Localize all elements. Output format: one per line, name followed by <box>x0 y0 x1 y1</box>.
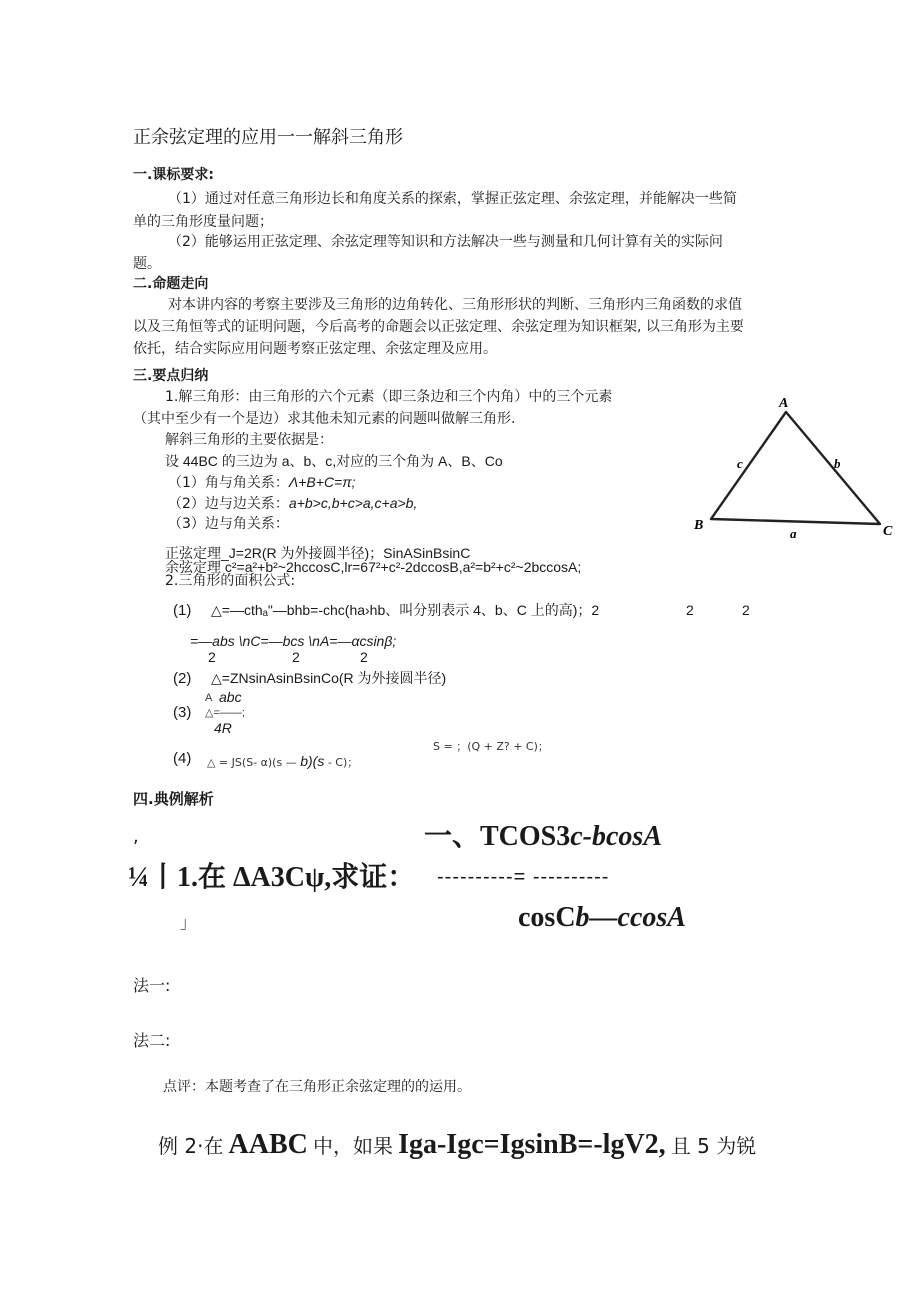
method-2: 法二: <box>133 1031 171 1050</box>
area-formula-4-end: - C)； <box>327 756 359 769</box>
area-formula-4 <box>207 753 358 771</box>
comment: 点评：本题考查了在三角形正余弦定理的的运用。 <box>163 1079 471 1095</box>
requirement-2-line2: 题。 <box>133 256 161 272</box>
vertex-label-a: A <box>779 396 789 411</box>
side-relation-label: （2）边与边关系： <box>168 496 289 512</box>
area-formula-4-number: (4) <box>173 750 192 767</box>
example1-numerator-left: 一、TCOS3 <box>424 821 571 852</box>
side-label-a: a <box>790 526 797 541</box>
example1-statement: ¼丨1.在 ΔA3Cψ,求证： <box>128 862 416 893</box>
section1-heading: 一.课标要求: <box>133 167 214 183</box>
side-relation <box>168 495 417 514</box>
main-basis: 解斜三角形的主要依据是： <box>165 432 333 448</box>
section4-heading: 四.典例解析 <box>133 790 214 808</box>
side-angle-relation: （3）边与角关系： <box>168 516 289 532</box>
example1-numerator-right: c-bcosA <box>570 821 663 852</box>
semi-perimeter: S = ；(Q + Z? + C)； <box>433 740 549 753</box>
solve-triangle-def-line1: 1.解三角形：由三角形的六个元素（即三条边和三个内角）中的三个元素 <box>165 389 613 405</box>
side-label-c: c <box>737 456 743 471</box>
side-label-b: b <box>834 456 841 471</box>
proposition-line1: 对本讲内容的考察主要涉及三角形的边角转化、三角形形状的判断、三角形内三角函数的求值 <box>168 297 742 313</box>
page-title: 正余弦定理的应用一一解斜三角形 <box>133 127 403 148</box>
vertex-label-c: C <box>883 524 893 539</box>
triangle-figure <box>690 392 900 542</box>
area-formula-4-start: △ = JS(S- α)(s — <box>207 756 297 769</box>
requirement-1-line1: （1）通过对任意三角形边长和角度关系的探索，掌握正弦定理、余弦定理，并能解决一些简 <box>168 191 737 207</box>
example-2-mid: 中，如果 <box>312 1134 393 1158</box>
section2-heading: 二.命题走向 <box>133 276 209 292</box>
area-formula-1: △=—cthₐ"—bhb=-chc(ha›hb、叫分别表示 4、b、C 上的高)；2 <box>211 602 600 618</box>
area-formula-1-denominator: 2 <box>292 649 300 665</box>
area-formula-1-denominator: 2 <box>686 602 694 618</box>
area-formula-1-denominator: 2 <box>208 649 216 665</box>
example-2-equation: Iga-Igc=IgsinB=-lgV2, <box>398 1129 666 1160</box>
requirement-1-line2: 单的三角形度量问题； <box>133 214 273 230</box>
area-formula-2-number: (2) <box>173 670 192 687</box>
area-formula-3: △=——; <box>205 707 245 719</box>
section3-heading: 三.要点归纳 <box>133 368 209 384</box>
sine-law: 正弦定理_J=2R(R 为外接圆半径)；SinASinBsinC <box>165 545 471 561</box>
area-formula-2: △=ZNsinAsinBsinCo(R 为外接圆半径) <box>211 670 447 686</box>
stray-bracket: 」 <box>180 913 197 932</box>
angle-relation-label: （1）角与角关系： <box>168 475 289 491</box>
example1-numerator <box>424 819 662 854</box>
example-2-suffix: 且 5 为锐 <box>670 1134 757 1158</box>
area-formula-1-number: (1) <box>173 602 192 619</box>
example1-denominator <box>518 900 686 935</box>
example1-denominator-right: b—ccosA <box>575 902 686 933</box>
triangle-setup: 设 44BC 的三边为 a、b、c,对应的三个角为 A、B、Co <box>165 453 503 469</box>
proposition-line3: 依托，结合实际应用问题考察正弦定理、余弦定理及应用。 <box>133 341 497 357</box>
side-relation-formula: a+b>c,b+c>a,c+a>b, <box>288 495 418 511</box>
area-formula-1-denominator: 2 <box>742 602 750 618</box>
method-1: 法一: <box>133 976 171 995</box>
example-2 <box>158 1127 756 1162</box>
cosine-law: 余弦定理 c²=a²+b²~2hccosC,lr=67²+c²-2dccosB,a²=b²+c²~2bccosA; <box>165 559 582 575</box>
angle-relation <box>168 474 356 493</box>
requirement-2-line1: （2）能够运用正弦定理、余弦定理等知识和方法解决一些与测量和几何计算有关的实际问 <box>168 234 723 250</box>
example-2-prefix: 例 2·在 <box>158 1134 224 1158</box>
angle-relation-formula: Λ+B+C=π; <box>288 474 356 490</box>
example-2-triangle: AABC <box>228 1129 308 1160</box>
area-heading: 2.三角形的面积公式: <box>165 573 296 589</box>
stray-comma: , <box>133 826 139 847</box>
area-formula-3-denominator: 4R <box>214 720 232 736</box>
area-formula-1-denominator: 2 <box>360 649 368 665</box>
example1-denominator-left: cosC <box>518 902 576 933</box>
example1-fraction-bars: ----------= ---------- <box>437 866 610 888</box>
area-formula-3-numerator: abc <box>219 689 242 705</box>
area-formula-3-number: (3) <box>173 704 192 721</box>
vertex-label-b: B <box>694 518 704 533</box>
area-formula-4-italic: b)(s <box>300 753 325 769</box>
area-formula-3-top-left: A <box>205 692 213 704</box>
area-formula-1-continued: =—abs \nC=—bcs \nA=—αcsinβ; <box>190 633 397 649</box>
solve-triangle-def-line2: （其中至少有一个是边）求其他未知元素的问题叫做解三角形. <box>133 411 516 427</box>
proposition-line2: 以及三角恒等式的证明问题，今后高考的命题会以正弦定理、余弦定理为知识框架, 以三角形为主要 <box>133 319 744 335</box>
